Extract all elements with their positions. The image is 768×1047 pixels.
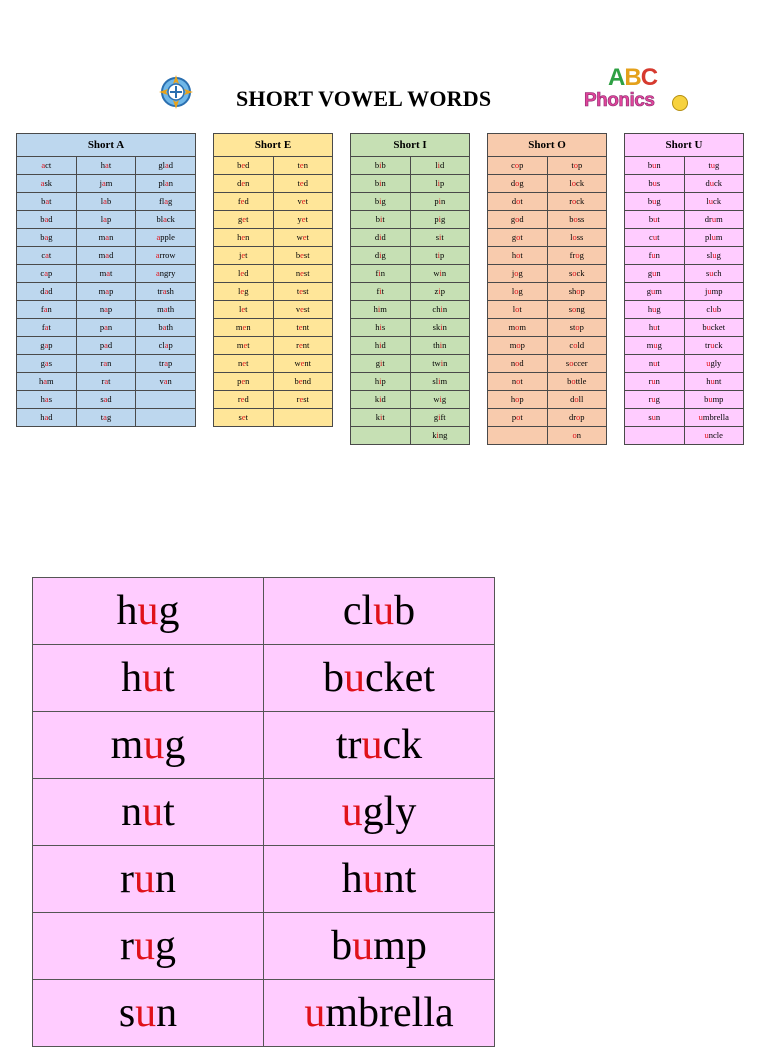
word-cell: bat bbox=[17, 193, 77, 211]
word-cell: jog bbox=[488, 265, 548, 283]
word-cell: test bbox=[273, 283, 333, 301]
word-cell: mat bbox=[76, 265, 136, 283]
word-cell: lock bbox=[547, 175, 607, 193]
word-cell: did bbox=[351, 229, 411, 247]
word-cell: fit bbox=[351, 283, 411, 301]
word-cell: jet bbox=[214, 247, 274, 265]
large-word-cell: hunt bbox=[264, 846, 495, 913]
table-row bbox=[214, 283, 333, 301]
table-row bbox=[17, 229, 196, 247]
word-cell: his bbox=[351, 319, 411, 337]
table-row bbox=[625, 247, 744, 265]
word-cell: doll bbox=[547, 391, 607, 409]
word-cell: hen bbox=[214, 229, 274, 247]
table-row bbox=[214, 247, 333, 265]
word-cell: hot bbox=[488, 247, 548, 265]
table-row bbox=[488, 283, 607, 301]
page-title: SHORT VOWEL WORDS bbox=[236, 86, 492, 111]
table-row bbox=[17, 355, 196, 373]
word-cell: fin bbox=[351, 265, 411, 283]
word-cell: ted bbox=[273, 175, 333, 193]
word-cell: cop bbox=[488, 157, 548, 175]
word-cell: let bbox=[214, 301, 274, 319]
table-row bbox=[351, 427, 470, 445]
table-row bbox=[625, 193, 744, 211]
table-row bbox=[214, 355, 333, 373]
short-u-large-word-table bbox=[32, 577, 495, 1047]
word-cell: bag bbox=[17, 229, 77, 247]
table-row bbox=[488, 409, 607, 427]
word-cell: sit bbox=[410, 229, 470, 247]
word-cell: hug bbox=[625, 301, 685, 319]
table-row bbox=[625, 301, 744, 319]
table-row bbox=[625, 319, 744, 337]
table-row bbox=[351, 175, 470, 193]
table-row bbox=[17, 193, 196, 211]
word-cell: hop bbox=[488, 391, 548, 409]
table-row bbox=[214, 157, 333, 175]
word-cell: hid bbox=[351, 337, 411, 355]
word-cell: fun bbox=[625, 247, 685, 265]
table-row bbox=[214, 391, 333, 409]
large-word-cell: hug bbox=[33, 578, 264, 645]
word-cell: tent bbox=[273, 319, 333, 337]
word-cell: yet bbox=[273, 211, 333, 229]
word-cell: run bbox=[625, 373, 685, 391]
table-row bbox=[488, 175, 607, 193]
short-a-heading: Short A bbox=[17, 134, 196, 157]
word-cell: bin bbox=[351, 175, 411, 193]
word-cell: lap bbox=[76, 211, 136, 229]
large-word-cell: hut bbox=[33, 645, 264, 712]
word-cell: rat bbox=[76, 373, 136, 391]
word-cell: bad bbox=[17, 211, 77, 229]
word-cell: got bbox=[488, 229, 548, 247]
table-row bbox=[214, 265, 333, 283]
word-cell: black bbox=[136, 211, 196, 229]
word-cell: ten bbox=[273, 157, 333, 175]
table-row bbox=[17, 247, 196, 265]
table-row bbox=[214, 337, 333, 355]
word-cell: such bbox=[684, 265, 744, 283]
table-row bbox=[214, 229, 333, 247]
table-row bbox=[488, 211, 607, 229]
table-row bbox=[625, 391, 744, 409]
table-row bbox=[625, 265, 744, 283]
word-cell: drum bbox=[684, 211, 744, 229]
table-row bbox=[351, 319, 470, 337]
word-cell: set bbox=[214, 409, 274, 427]
large-word-cell: ugly bbox=[264, 779, 495, 846]
word-cell: gas bbox=[17, 355, 77, 373]
table-row bbox=[625, 283, 744, 301]
word-cell: bed bbox=[214, 157, 274, 175]
word-cell: log bbox=[488, 283, 548, 301]
word-cell: him bbox=[351, 301, 411, 319]
table-row bbox=[488, 229, 607, 247]
large-word-cell: bucket bbox=[264, 645, 495, 712]
word-cell: ham bbox=[17, 373, 77, 391]
word-cell: boss bbox=[547, 211, 607, 229]
word-cell: dad bbox=[17, 283, 77, 301]
table-row bbox=[351, 265, 470, 283]
word-cell: fat bbox=[17, 319, 77, 337]
word-cell: not bbox=[488, 373, 548, 391]
word-cell bbox=[351, 427, 411, 445]
word-cell: nod bbox=[488, 355, 548, 373]
table-row bbox=[351, 247, 470, 265]
table-row bbox=[17, 265, 196, 283]
short-i-table bbox=[350, 133, 470, 445]
table-row bbox=[351, 301, 470, 319]
table-row bbox=[214, 319, 333, 337]
table-row bbox=[17, 175, 196, 193]
word-cell: but bbox=[625, 211, 685, 229]
word-cell: drop bbox=[547, 409, 607, 427]
table-row bbox=[351, 355, 470, 373]
table-row bbox=[351, 283, 470, 301]
table-row bbox=[488, 193, 607, 211]
table-row bbox=[488, 355, 607, 373]
table-row bbox=[17, 301, 196, 319]
word-cell bbox=[136, 391, 196, 409]
word-cell: song bbox=[547, 301, 607, 319]
table-row bbox=[488, 427, 607, 445]
word-cell: men bbox=[214, 319, 274, 337]
large-word-cell: mug bbox=[33, 712, 264, 779]
table-row bbox=[488, 301, 607, 319]
word-cell: pig bbox=[410, 211, 470, 229]
word-cell: twin bbox=[410, 355, 470, 373]
word-cell: ask bbox=[17, 175, 77, 193]
table-row bbox=[17, 211, 196, 229]
word-cell: club bbox=[684, 301, 744, 319]
word-cell: big bbox=[351, 193, 411, 211]
table-row bbox=[33, 779, 495, 846]
word-cell: tip bbox=[410, 247, 470, 265]
word-cell: bucket bbox=[684, 319, 744, 337]
word-cell: god bbox=[488, 211, 548, 229]
short-o-heading: Short O bbox=[488, 134, 607, 157]
word-cell: rock bbox=[547, 193, 607, 211]
word-cell: rent bbox=[273, 337, 333, 355]
table-row bbox=[17, 337, 196, 355]
short-u-heading: Short U bbox=[625, 134, 744, 157]
table-row bbox=[17, 373, 196, 391]
word-cell: pot bbox=[488, 409, 548, 427]
table-row bbox=[625, 337, 744, 355]
table-row bbox=[488, 391, 607, 409]
table-row bbox=[33, 578, 495, 645]
word-cell: bug bbox=[625, 193, 685, 211]
word-cell: pen bbox=[214, 373, 274, 391]
word-cell: dig bbox=[351, 247, 411, 265]
word-cell: gum bbox=[625, 283, 685, 301]
word-cell: cut bbox=[625, 229, 685, 247]
word-cell: wet bbox=[273, 229, 333, 247]
large-word-cell: sun bbox=[33, 980, 264, 1047]
table-row bbox=[351, 409, 470, 427]
word-cell: pin bbox=[410, 193, 470, 211]
word-cell: wig bbox=[410, 391, 470, 409]
short-e-table bbox=[213, 133, 333, 427]
word-cell bbox=[136, 409, 196, 427]
large-word-cell: umbrella bbox=[264, 980, 495, 1047]
word-cell: den bbox=[214, 175, 274, 193]
word-cell: flag bbox=[136, 193, 196, 211]
table-row bbox=[17, 409, 196, 427]
table-row bbox=[488, 319, 607, 337]
table-row bbox=[214, 373, 333, 391]
word-cell: had bbox=[17, 409, 77, 427]
word-cell: led bbox=[214, 265, 274, 283]
word-cell: soccer bbox=[547, 355, 607, 373]
large-word-cell: run bbox=[33, 846, 264, 913]
table-row bbox=[625, 373, 744, 391]
word-cell: sock bbox=[547, 265, 607, 283]
word-cell: on bbox=[547, 427, 607, 445]
table-row bbox=[33, 846, 495, 913]
word-cell: fed bbox=[214, 193, 274, 211]
word-cell: umbrella bbox=[684, 409, 744, 427]
word-cell: top bbox=[547, 157, 607, 175]
word-cell: gun bbox=[625, 265, 685, 283]
word-cell: cap bbox=[17, 265, 77, 283]
compass-icon bbox=[156, 72, 196, 112]
table-row bbox=[33, 712, 495, 779]
word-cell: cat bbox=[17, 247, 77, 265]
table-row bbox=[17, 391, 196, 409]
word-cell: slug bbox=[684, 247, 744, 265]
word-cell: bath bbox=[136, 319, 196, 337]
word-cell: arrow bbox=[136, 247, 196, 265]
word-cell: chin bbox=[410, 301, 470, 319]
word-cell: act bbox=[17, 157, 77, 175]
word-cell: trash bbox=[136, 283, 196, 301]
word-cell: mom bbox=[488, 319, 548, 337]
word-cell: mad bbox=[76, 247, 136, 265]
table-row bbox=[351, 211, 470, 229]
word-cell: luck bbox=[684, 193, 744, 211]
table-row bbox=[625, 355, 744, 373]
table-row bbox=[214, 193, 333, 211]
table-row bbox=[351, 193, 470, 211]
word-cell: mop bbox=[488, 337, 548, 355]
table-row bbox=[214, 211, 333, 229]
word-cell: get bbox=[214, 211, 274, 229]
word-cell: thin bbox=[410, 337, 470, 355]
table-row bbox=[214, 301, 333, 319]
word-cell: win bbox=[410, 265, 470, 283]
word-cell: rest bbox=[273, 391, 333, 409]
table-row bbox=[351, 391, 470, 409]
word-cell: pan bbox=[76, 319, 136, 337]
word-cell: hip bbox=[351, 373, 411, 391]
word-cell: truck bbox=[684, 337, 744, 355]
word-cell: lid bbox=[410, 157, 470, 175]
word-cell: pad bbox=[76, 337, 136, 355]
word-cell: nut bbox=[625, 355, 685, 373]
table-row bbox=[625, 175, 744, 193]
table-row bbox=[351, 157, 470, 175]
word-cell: kid bbox=[351, 391, 411, 409]
word-cell: met bbox=[214, 337, 274, 355]
word-cell: zip bbox=[410, 283, 470, 301]
word-cell: hat bbox=[76, 157, 136, 175]
table-row bbox=[33, 645, 495, 712]
word-cell: uncle bbox=[684, 427, 744, 445]
short-u-table bbox=[624, 133, 744, 445]
word-cell: leg bbox=[214, 283, 274, 301]
word-cell: man bbox=[76, 229, 136, 247]
word-cell: mug bbox=[625, 337, 685, 355]
large-word-cell: truck bbox=[264, 712, 495, 779]
word-cell: plum bbox=[684, 229, 744, 247]
table-row bbox=[17, 283, 196, 301]
word-cell: shop bbox=[547, 283, 607, 301]
table-row bbox=[488, 337, 607, 355]
table-row bbox=[625, 211, 744, 229]
table-row bbox=[625, 409, 744, 427]
word-cell: vest bbox=[273, 301, 333, 319]
word-cell: bump bbox=[684, 391, 744, 409]
word-cell: gift bbox=[410, 409, 470, 427]
table-row bbox=[488, 157, 607, 175]
word-cell: hut bbox=[625, 319, 685, 337]
word-cell: fan bbox=[17, 301, 77, 319]
table-row bbox=[351, 229, 470, 247]
word-cell: nap bbox=[76, 301, 136, 319]
large-word-cell: club bbox=[264, 578, 495, 645]
word-cell: kit bbox=[351, 409, 411, 427]
table-row bbox=[214, 175, 333, 193]
word-cell: angry bbox=[136, 265, 196, 283]
word-cell: went bbox=[273, 355, 333, 373]
word-cell bbox=[625, 427, 685, 445]
word-cell: red bbox=[214, 391, 274, 409]
word-cell: bit bbox=[351, 211, 411, 229]
large-word-cell: bump bbox=[264, 913, 495, 980]
word-cell: lip bbox=[410, 175, 470, 193]
word-cell: plan bbox=[136, 175, 196, 193]
word-cell: has bbox=[17, 391, 77, 409]
table-row bbox=[488, 265, 607, 283]
table-row bbox=[33, 980, 495, 1047]
abc-phonics-logo: ABC Phonics bbox=[580, 58, 696, 120]
word-cell: bottle bbox=[547, 373, 607, 391]
word-cell: skin bbox=[410, 319, 470, 337]
word-cell: bus bbox=[625, 175, 685, 193]
short-o-table bbox=[487, 133, 607, 445]
word-cell: jump bbox=[684, 283, 744, 301]
table-row bbox=[17, 157, 196, 175]
word-cell: dog bbox=[488, 175, 548, 193]
table-row bbox=[625, 427, 744, 445]
word-cell: rug bbox=[625, 391, 685, 409]
word-cell: best bbox=[273, 247, 333, 265]
word-cell: map bbox=[76, 283, 136, 301]
short-a-table bbox=[16, 133, 196, 427]
word-cell bbox=[488, 427, 548, 445]
word-cell: clap bbox=[136, 337, 196, 355]
word-cell: math bbox=[136, 301, 196, 319]
word-cell: van bbox=[136, 373, 196, 391]
word-cell bbox=[273, 409, 333, 427]
word-cell: git bbox=[351, 355, 411, 373]
word-cell: sad bbox=[76, 391, 136, 409]
word-cell: ugly bbox=[684, 355, 744, 373]
word-cell: apple bbox=[136, 229, 196, 247]
word-cell: bib bbox=[351, 157, 411, 175]
table-row bbox=[17, 319, 196, 337]
word-cell: king bbox=[410, 427, 470, 445]
word-cell: bun bbox=[625, 157, 685, 175]
word-cell: frog bbox=[547, 247, 607, 265]
word-cell: tug bbox=[684, 157, 744, 175]
word-cell: bend bbox=[273, 373, 333, 391]
word-cell: loss bbox=[547, 229, 607, 247]
table-row bbox=[351, 373, 470, 391]
table-row bbox=[488, 373, 607, 391]
table-row bbox=[625, 229, 744, 247]
word-cell: net bbox=[214, 355, 274, 373]
word-cell: stop bbox=[547, 319, 607, 337]
large-word-cell: nut bbox=[33, 779, 264, 846]
word-cell: trap bbox=[136, 355, 196, 373]
word-cell: nest bbox=[273, 265, 333, 283]
word-cell: slim bbox=[410, 373, 470, 391]
word-cell: lab bbox=[76, 193, 136, 211]
word-cell: dot bbox=[488, 193, 548, 211]
short-e-heading: Short E bbox=[214, 134, 333, 157]
word-cell: duck bbox=[684, 175, 744, 193]
word-cell: gap bbox=[17, 337, 77, 355]
table-row bbox=[214, 409, 333, 427]
short-i-heading: Short I bbox=[351, 134, 470, 157]
word-cell: tag bbox=[76, 409, 136, 427]
word-cell: ran bbox=[76, 355, 136, 373]
word-cell: hunt bbox=[684, 373, 744, 391]
word-cell: sun bbox=[625, 409, 685, 427]
large-word-cell: rug bbox=[33, 913, 264, 980]
table-row bbox=[488, 247, 607, 265]
table-row bbox=[351, 337, 470, 355]
word-cell: lot bbox=[488, 301, 548, 319]
word-cell: vet bbox=[273, 193, 333, 211]
table-row bbox=[625, 157, 744, 175]
word-cell: jam bbox=[76, 175, 136, 193]
word-cell: glad bbox=[136, 157, 196, 175]
word-cell: cold bbox=[547, 337, 607, 355]
table-row bbox=[33, 913, 495, 980]
